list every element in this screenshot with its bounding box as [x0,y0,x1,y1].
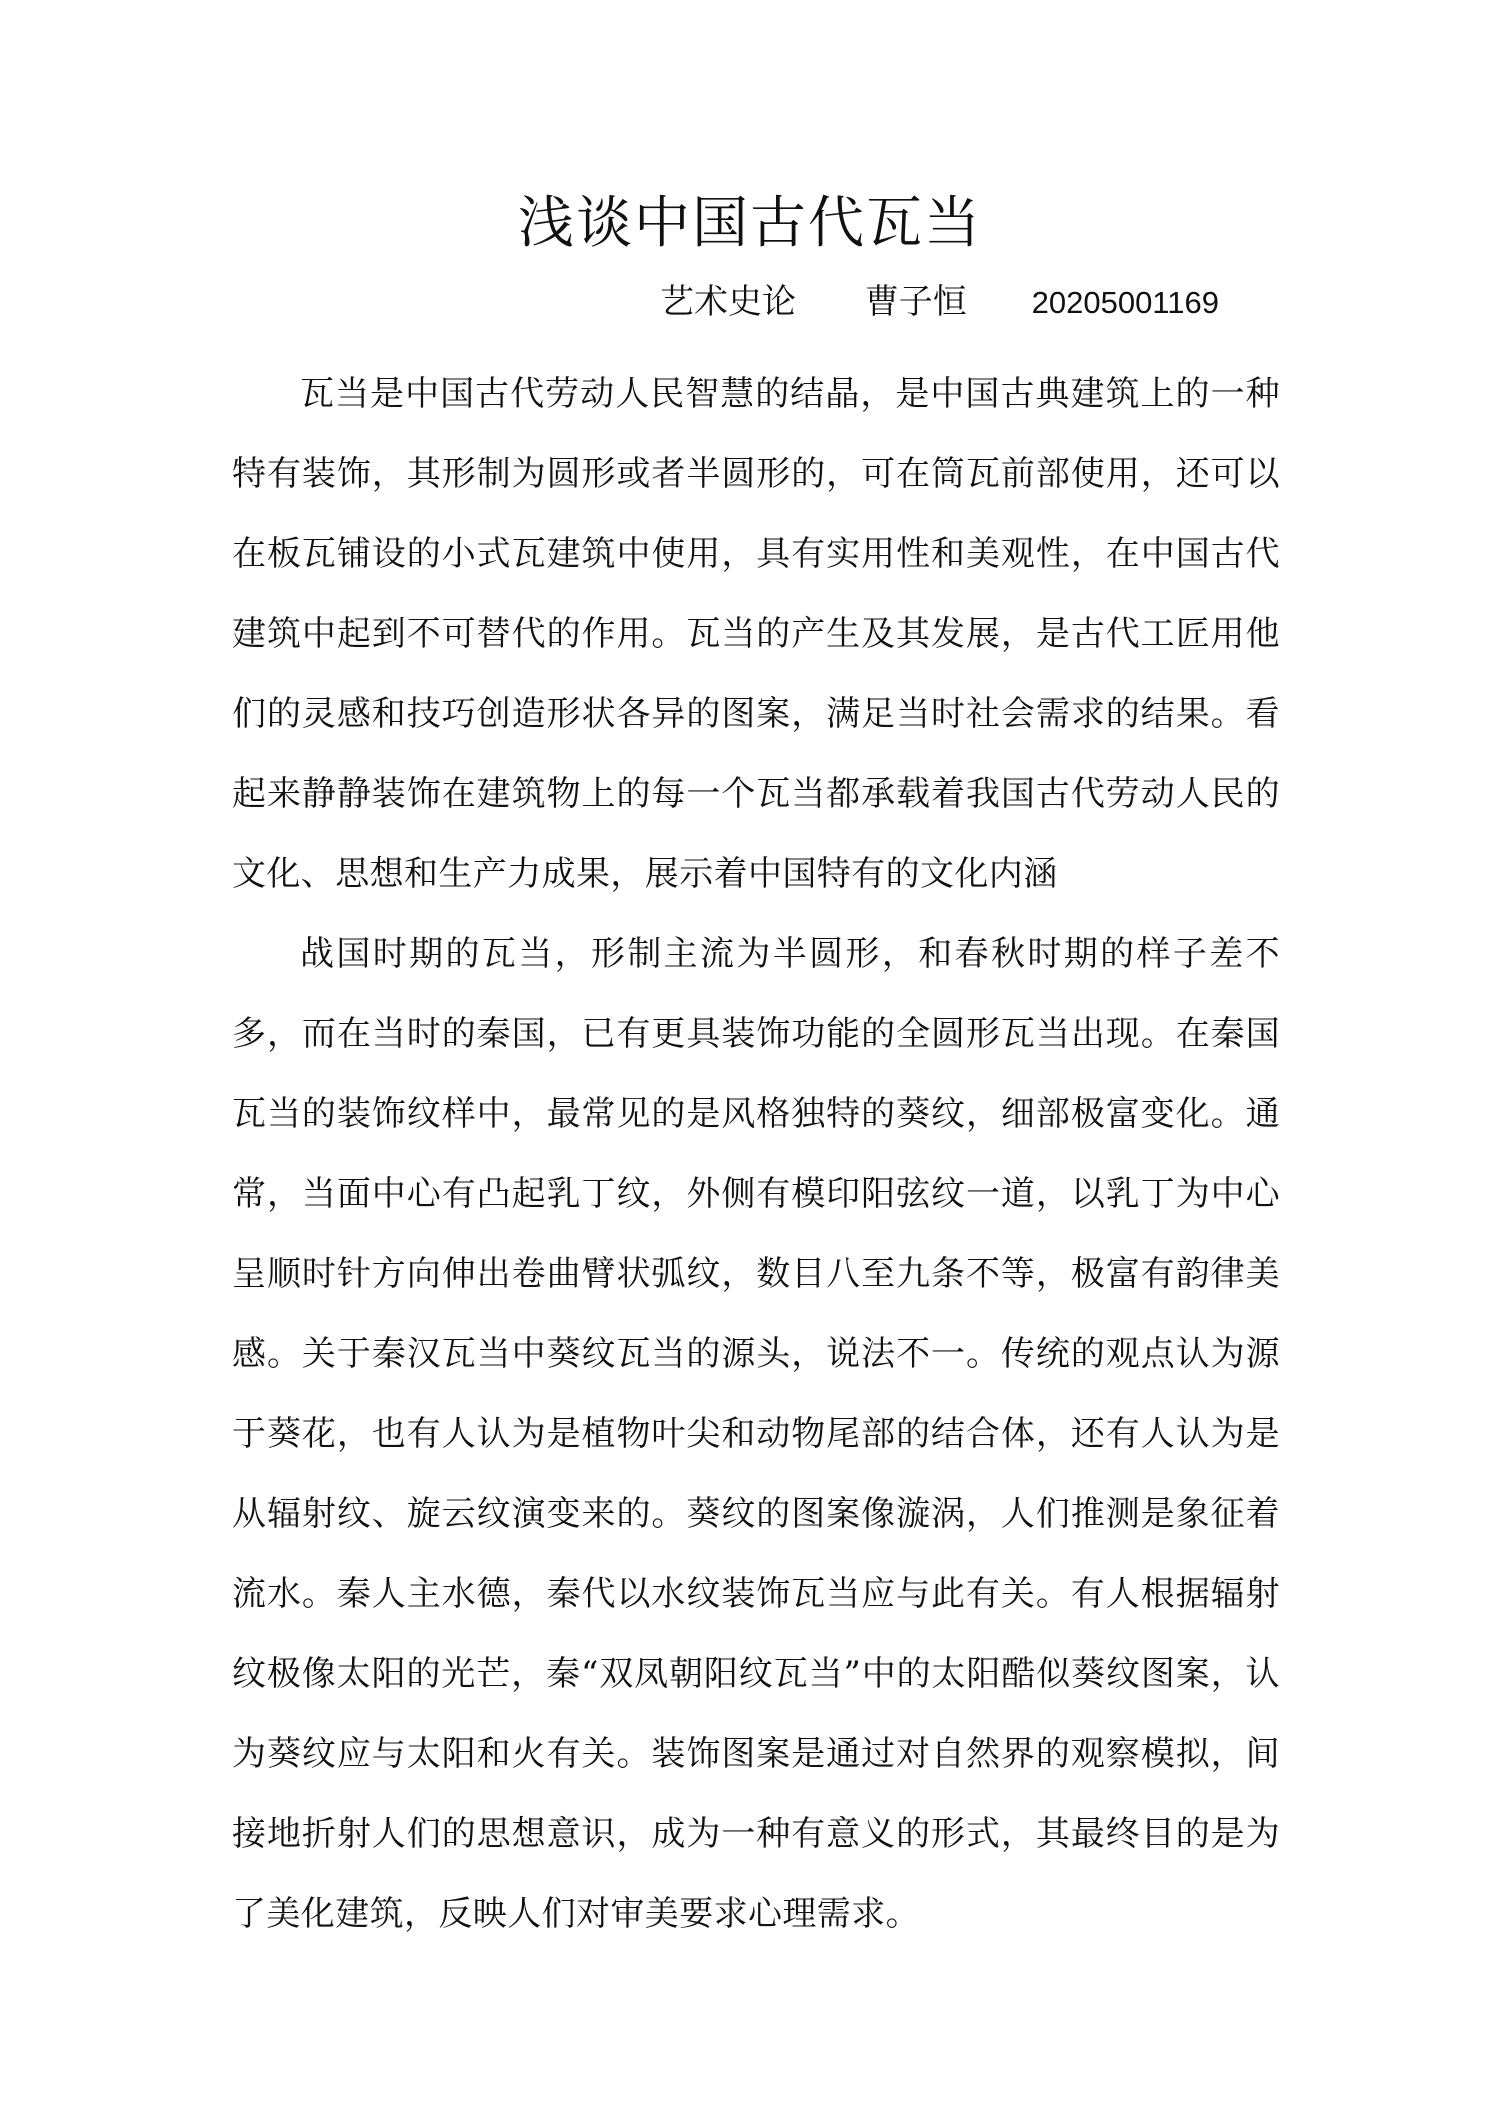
student-id: 20205001169 [1031,285,1219,320]
course-name: 艺术史论 [660,282,796,322]
document-title: 浅谈中国古代瓦当 [518,191,982,256]
paragraph-intro: 瓦当是中国古代劳动人民智慧的结晶，是中国古典建筑上的一种特有装饰，其形制为圆形或者半圆形的，可在筒瓦前部使用，还可以在板瓦铺设的小式瓦建筑中使用，具有实用性和美观性，在中国古代建筑中起到不可替代的作用。瓦当的产生及其发展，是古代工匠用他们的灵感和技巧创造形状各异的图案，满足当时社会需求的结果。看起来静静装饰在建筑物上的每一个瓦当都承载着我国古代劳动人民的文化、思想和生产力成果，展示着中国特有的文化内涵 [232,374,1280,894]
paragraph-warring-states: 战国时期的瓦当，形制主流为半圆形，和春秋时期的样子差不多，而在当时的秦国，已有更具装饰功能的全圆形瓦当出现。在秦国瓦当的装饰纹样中，最常见的是风格独特的葵纹，细部极富变化。通常，当面中心有凸起乳丁纹，外侧有模印阳弦纹一道，以乳丁为中心呈顺时针方向伸出卷曲臂状弧纹，数目八至九条不等，极富有韵律美感。关于秦汉瓦当中葵纹瓦当的源头，说法不一。传统的观点认为源于葵花，也有人认为是植物叶尖和动物尾部的结合体，还有人认为是从辐射纹、旋云纹演变来的。葵纹的图案像漩涡，人们推测是象征着流水。秦人主水德，秦代以水纹装饰瓦当应与此有关。有人根据辐射纹极像太阳的光芒，秦“双凤朝阳纹瓦当”中的太阳酷似葵纹图案，认为葵纹应与太阳和火有关。装饰图案是通过对自然界的观察模拟，间接地折射人们的思想意识，成为一种有意义的形式，其最终目的是为了美化建筑，反映人们对审美要求心理需求。 [232,934,1280,1934]
author-byline [660,278,1420,327]
author-name: 曹子恒 [864,282,967,322]
article-body [232,354,1280,1954]
